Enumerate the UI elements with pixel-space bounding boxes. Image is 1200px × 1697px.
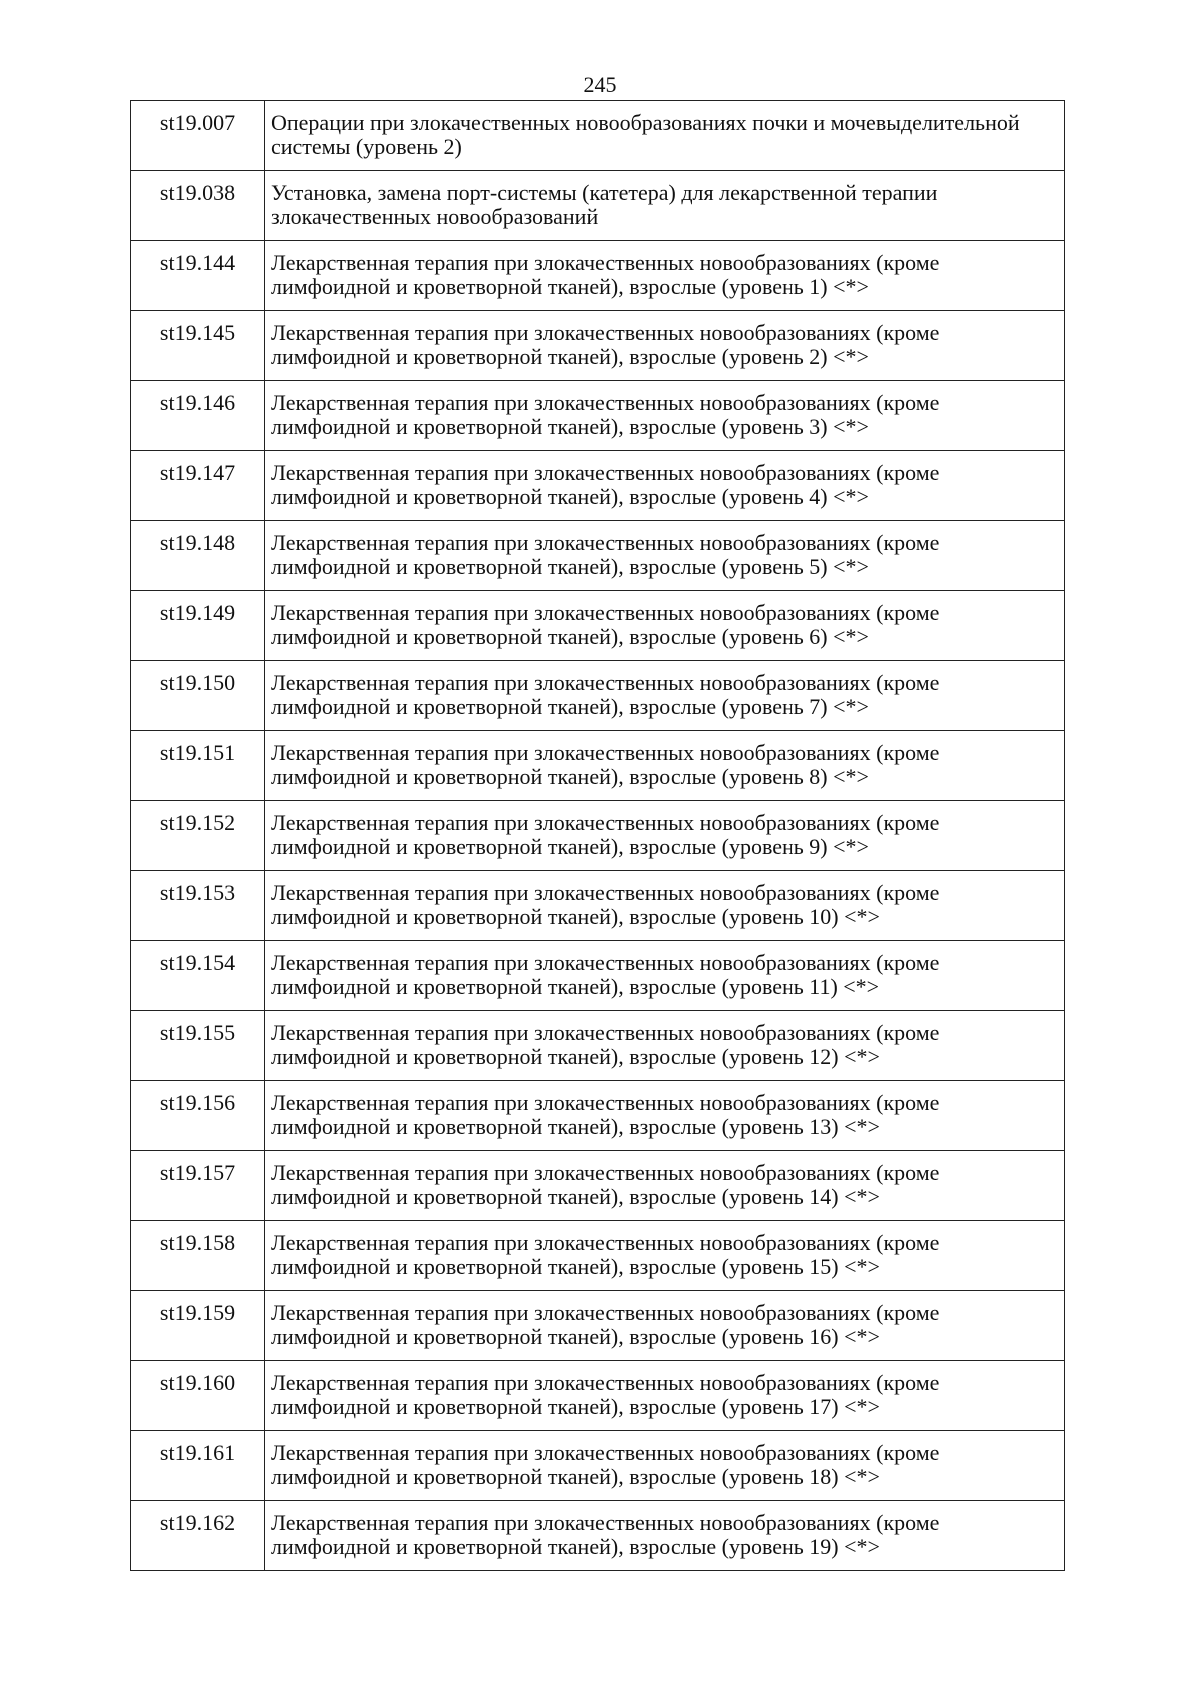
table-row: [131, 381, 1065, 451]
code-cell: st19.151: [131, 731, 265, 801]
tariff-table: [130, 100, 1065, 1571]
description-cell: Лекарственная терапия при злокачественных новообразованиях (кроме лимфоидной и кроветворной тканей), взрослые (уровень 18) <*>: [265, 1431, 1065, 1501]
table-row: [131, 1501, 1065, 1571]
description-cell: Лекарственная терапия при злокачественных новообразованиях (кроме лимфоидной и кроветворной тканей), взрослые (уровень 5) <*>: [265, 521, 1065, 591]
table-row: [131, 661, 1065, 731]
code-cell: st19.007: [131, 101, 265, 171]
table-row: [131, 241, 1065, 311]
table-row: [131, 1151, 1065, 1221]
description-cell: Операции при злокачественных новообразованиях почки и мочевыделительной системы (уровень 2): [265, 101, 1065, 171]
table-row: [131, 801, 1065, 871]
description-cell: Лекарственная терапия при злокачественных новообразованиях (кроме лимфоидной и кроветворной тканей), взрослые (уровень 11) <*>: [265, 941, 1065, 1011]
description-cell: Лекарственная терапия при злокачественных новообразованиях (кроме лимфоидной и кроветворной тканей), взрослые (уровень 13) <*>: [265, 1081, 1065, 1151]
description-cell: Лекарственная терапия при злокачественных новообразованиях (кроме лимфоидной и кроветворной тканей), взрослые (уровень 2) <*>: [265, 311, 1065, 381]
table-row: [131, 1081, 1065, 1151]
code-cell: st19.152: [131, 801, 265, 871]
description-cell: Лекарственная терапия при злокачественных новообразованиях (кроме лимфоидной и кроветворной тканей), взрослые (уровень 4) <*>: [265, 451, 1065, 521]
description-cell: Лекарственная терапия при злокачественных новообразованиях (кроме лимфоидной и кроветворной тканей), взрослые (уровень 10) <*>: [265, 871, 1065, 941]
code-cell: st19.154: [131, 941, 265, 1011]
code-cell: st19.155: [131, 1011, 265, 1081]
page-number: 245: [583, 72, 617, 97]
code-cell: st19.162: [131, 1501, 265, 1571]
table-row: [131, 1011, 1065, 1081]
code-cell: st19.158: [131, 1221, 265, 1291]
description-cell: Лекарственная терапия при злокачественных новообразованиях (кроме лимфоидной и кроветворной тканей), взрослые (уровень 8) <*>: [265, 731, 1065, 801]
code-cell: st19.145: [131, 311, 265, 381]
table-row: [131, 171, 1065, 241]
code-cell: st19.146: [131, 381, 265, 451]
description-cell: Лекарственная терапия при злокачественных новообразованиях (кроме лимфоидной и кроветворной тканей), взрослые (уровень 1) <*>: [265, 241, 1065, 311]
table-row: [131, 1361, 1065, 1431]
description-cell: Лекарственная терапия при злокачественных новообразованиях (кроме лимфоидной и кроветворной тканей), взрослые (уровень 3) <*>: [265, 381, 1065, 451]
code-cell: st19.149: [131, 591, 265, 661]
code-cell: st19.161: [131, 1431, 265, 1501]
code-cell: st19.157: [131, 1151, 265, 1221]
description-cell: Лекарственная терапия при злокачественных новообразованиях (кроме лимфоидной и кроветворной тканей), взрослые (уровень 16) <*>: [265, 1291, 1065, 1361]
code-cell: st19.038: [131, 171, 265, 241]
table-row: [131, 101, 1065, 171]
table-row: [131, 941, 1065, 1011]
description-cell: Установка, замена порт-системы (катетера) для лекарственной терапии злокачественных новообразований: [265, 171, 1065, 241]
table-row: [131, 1221, 1065, 1291]
tariff-table-body: [131, 101, 1065, 1571]
table-row: [131, 1291, 1065, 1361]
description-cell: Лекарственная терапия при злокачественных новообразованиях (кроме лимфоидной и кроветворной тканей), взрослые (уровень 19) <*>: [265, 1501, 1065, 1571]
code-cell: st19.159: [131, 1291, 265, 1361]
description-cell: Лекарственная терапия при злокачественных новообразованиях (кроме лимфоидной и кроветворной тканей), взрослые (уровень 17) <*>: [265, 1361, 1065, 1431]
description-cell: Лекарственная терапия при злокачественных новообразованиях (кроме лимфоидной и кроветворной тканей), взрослые (уровень 14) <*>: [265, 1151, 1065, 1221]
table-row: [131, 731, 1065, 801]
description-cell: Лекарственная терапия при злокачественных новообразованиях (кроме лимфоидной и кроветворной тканей), взрослые (уровень 7) <*>: [265, 661, 1065, 731]
description-cell: Лекарственная терапия при злокачественных новообразованиях (кроме лимфоидной и кроветворной тканей), взрослые (уровень 6) <*>: [265, 591, 1065, 661]
code-cell: st19.160: [131, 1361, 265, 1431]
table-row: [131, 1431, 1065, 1501]
description-cell: Лекарственная терапия при злокачественных новообразованиях (кроме лимфоидной и кроветворной тканей), взрослые (уровень 12) <*>: [265, 1011, 1065, 1081]
table-row: [131, 311, 1065, 381]
description-cell: Лекарственная терапия при злокачественных новообразованиях (кроме лимфоидной и кроветворной тканей), взрослые (уровень 9) <*>: [265, 801, 1065, 871]
table-row: [131, 591, 1065, 661]
code-cell: st19.153: [131, 871, 265, 941]
code-cell: st19.148: [131, 521, 265, 591]
code-cell: st19.144: [131, 241, 265, 311]
table-row: [131, 521, 1065, 591]
code-cell: st19.150: [131, 661, 265, 731]
table-row: [131, 871, 1065, 941]
code-cell: st19.147: [131, 451, 265, 521]
description-cell: Лекарственная терапия при злокачественных новообразованиях (кроме лимфоидной и кроветворной тканей), взрослые (уровень 15) <*>: [265, 1221, 1065, 1291]
code-cell: st19.156: [131, 1081, 265, 1151]
table-row: [131, 451, 1065, 521]
